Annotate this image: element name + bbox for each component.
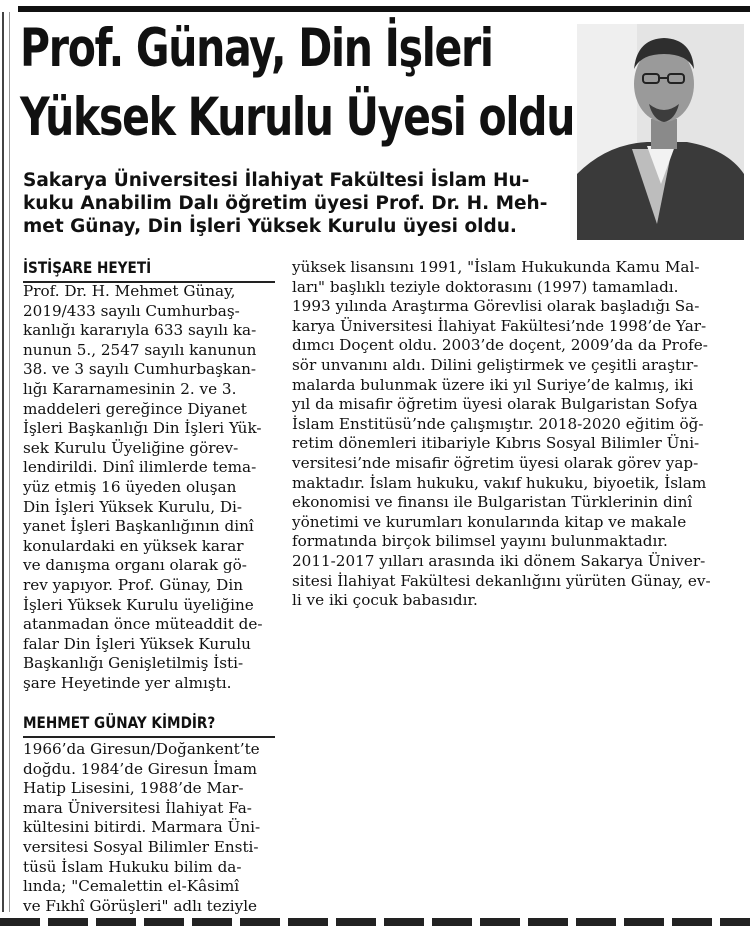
text-line: yüksek lisansını 1991, "İslam Hukukunda Kamu Mal- — [292, 258, 700, 276]
text-line: Prof. Dr. H. Mehmet Günay, — [23, 282, 236, 300]
text-line: İslam Enstitüsü’nde çalışmıştır. 2018-2020 eğitim öğ- — [292, 414, 704, 433]
text-line: nunun 5., 2547 sayılı kanunun — [23, 340, 257, 359]
portrait-photo — [577, 24, 744, 240]
subheadline-line: kuku Anabilim Dalı öğretim üyesi Prof. Dr. H. Meh- — [23, 193, 548, 214]
subheadline-line: Sakarya Üniversitesi İlahiyat Fakültesi İslam Hu- — [23, 170, 530, 191]
text-line: karya Üniversitesi İlahiyat Fakültesi’nde 1998’de Yar- — [292, 316, 707, 335]
text-line: versitesi’nde misafir öğretim üyesi olarak görev yap- — [292, 453, 699, 472]
text-line: kanlığı kararıyla 633 sayılı ka- — [23, 321, 257, 340]
text-line: falar Din İşleri Yüksek Kurulu — [23, 634, 251, 653]
left-border-rule — [2, 12, 4, 912]
text-line: şare Heyetinde yer almıştı. — [23, 673, 232, 692]
text-line: Hatip Lisesini, 1988’de Mar- — [23, 779, 244, 798]
headline-line-1: Prof. Günay, Din İşleri — [20, 18, 493, 79]
text-line: sör unvanını aldı. Dilini geliştirmek ve çeşitli araştır- — [292, 355, 699, 374]
text-line: maddeleri gereğince Diyanet — [23, 399, 247, 418]
text-line: sek Kurulu Üyeliğine görev- — [23, 438, 239, 457]
subheadline-line: met Günay, Din İşleri Yüksek Kurulu üyesi oldu. — [23, 216, 517, 237]
top-rule — [18, 6, 750, 12]
text-line: kültesini bitirdi. Marmara Üni- — [23, 818, 261, 837]
text-line: li ve iki çocuk babasıdır. — [292, 591, 478, 610]
section-title-istisare: İSTİŞARE HEYETİ — [23, 258, 152, 277]
text-line: yanet İşleri Başkanlığının dinî — [23, 517, 254, 536]
text-line: formatında birçok bilimsel yayını bulunmaktadır. — [292, 532, 668, 551]
text-line: doğdu. 1984’de Giresun İmam — [23, 759, 258, 778]
section-title-kimdir: MEHMET GÜNAY KİMDİR? — [23, 713, 216, 732]
text-line: tüsü İslam Hukuku bilim da- — [23, 857, 242, 876]
text-line: versitesi Sosyal Bilimler Ensti- — [23, 837, 259, 856]
text-line: yüz etmiş 16 üyeden oluşan — [23, 477, 237, 496]
text-line: 2019/433 sayılı Cumhurbaş- — [23, 301, 240, 320]
text-line: sitesi İlahiyat Fakültesi dekanlığını yürüten Günay, ev- — [292, 571, 711, 590]
portrait-photo-graphic — [577, 24, 744, 240]
text-line: yıl da misafir öğretim üyesi olarak Bulgaristan Sofya — [292, 395, 698, 414]
text-line: ve danışma organı olarak gö- — [23, 556, 247, 575]
text-line: konulardaki en yüksek karar — [23, 536, 244, 555]
text-line: 38. ve 3 sayılı Cumhurbaşkan- — [23, 360, 257, 379]
subheadline — [23, 169, 563, 238]
headline — [20, 14, 575, 152]
text-line: lında; "Cemalettin el-Kâsimî — [23, 877, 240, 896]
text-line: rev yapıyor. Prof. Günay, Din — [23, 575, 243, 594]
text-line: 1966’da Giresun/Doğankent’te — [23, 740, 260, 758]
column-1-bio — [23, 740, 260, 916]
text-line: İşleri Yüksek Kurulu üyeliğine — [23, 595, 254, 614]
text-line: Din İşleri Yüksek Kurulu, Di- — [23, 497, 243, 516]
column-1-body — [23, 282, 263, 693]
text-line: lığı Kararnamesinin 2. ve 3. — [23, 379, 237, 398]
text-line: Başkanlığı Genişletilmiş İstі- — [23, 654, 244, 673]
text-line: lendirildi. Dinî ilimlerde tema- — [23, 458, 257, 477]
bottom-rule — [0, 918, 750, 926]
text-line: maktadır. İslam hukuku, vakıf hukuku, biyoetik, İslam — [292, 473, 707, 492]
text-line: İşleri Başkanlığı Din İşleri Yük- — [23, 419, 262, 438]
text-line: ve Fıkhî Görüşleri" adlı teziyle — [23, 896, 258, 915]
text-line: atanmadan önce müteaddit de- — [23, 615, 263, 634]
text-line: ları" başlıklı teziyle doktorasını (1997) tamamladı. — [292, 277, 679, 296]
left-border-rule-inner — [9, 12, 10, 912]
section-rule — [23, 736, 275, 738]
column-2-body — [292, 258, 711, 611]
text-line: 2011-2017 yılları arasında iki dönem Sakarya Üniver- — [292, 551, 706, 570]
headline-line-2: Yüksek Kurulu Üyesi oldu — [20, 87, 575, 148]
text-line: mara Üniversitesi İlahiyat Fa- — [23, 798, 252, 817]
text-line: 1993 yılında Araştırma Görevlisi olarak başladığı Sa- — [292, 297, 700, 316]
text-line: dımcı Doçent oldu. 2003’de doçent, 2009’da da Profe- — [292, 336, 708, 355]
text-line: malarda bulunmak üzere iki yıl Suriye’de kalmış, iki — [292, 375, 694, 394]
text-line: retim dönemleri itibariyle Kıbrıs Sosyal Bilimler Üni- — [292, 434, 700, 453]
text-line: ekonomisi ve finansı ile Bulgaristan Türklerinin dinî — [292, 493, 693, 512]
text-line: yönetimi ve kurumları konularında kitap ve makale — [292, 512, 687, 531]
